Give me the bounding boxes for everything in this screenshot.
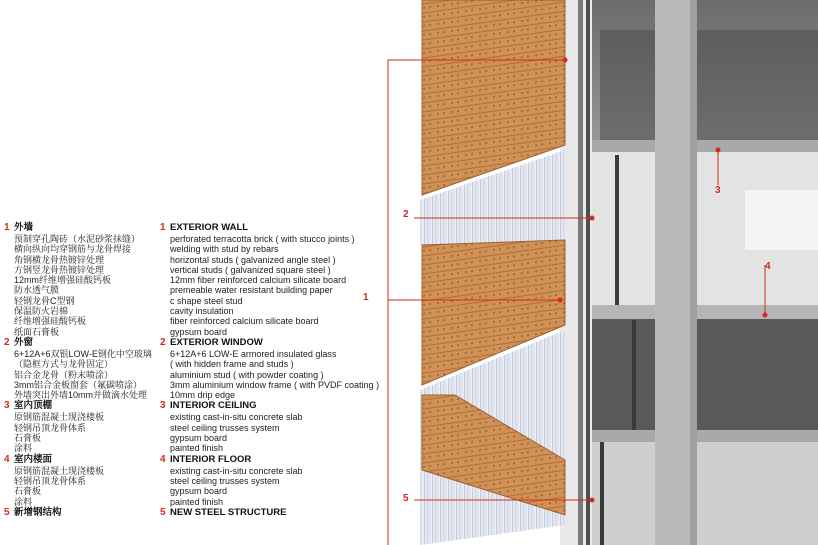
legend-line: 石膏板 <box>14 433 42 444</box>
legend-line: cavity insulation <box>170 306 234 317</box>
legend-cn-section <box>4 337 154 400</box>
legend-chinese <box>4 222 154 519</box>
section-title: 室内楼面 <box>14 453 53 465</box>
section-number: 5 <box>4 506 10 518</box>
callout-dot <box>590 216 595 221</box>
legend-english <box>160 222 410 519</box>
callout-5: 5 <box>403 493 409 504</box>
legend-line: painted finish <box>170 443 224 454</box>
legend-line: 方钢竖龙骨热镀锌处理 <box>14 264 105 275</box>
legend-cn-section <box>4 400 154 453</box>
interior-section <box>590 0 818 545</box>
legend-line: gypsum board <box>170 433 228 444</box>
section-title: EXTERIOR WINDOW <box>170 336 263 348</box>
legend-line: 3mm aluminium window frame ( with PVDF coating ) <box>170 379 380 390</box>
legend-line: 石膏板 <box>14 486 42 497</box>
legend-cn-section <box>4 222 154 337</box>
legend-line: gypsum board <box>170 486 228 497</box>
legend-line: 12mm纤维增强硅酸钙板 <box>14 275 112 286</box>
legend-line: steel ceiling trusses system <box>170 422 280 433</box>
legend-line: （隐框方式与龙骨固定） <box>14 359 114 370</box>
section-number: 2 <box>4 336 10 348</box>
legend-line: fiber reinforced calcium silicate board <box>170 316 319 327</box>
legend-line: 纤维增强硅酸钙板 <box>14 316 87 327</box>
legend-line: 保温防火岩棉 <box>14 306 69 317</box>
legend-en-section <box>160 222 410 337</box>
legend-line: existing cast-in-situ concrete slab <box>170 412 303 423</box>
legend-en-section <box>160 337 410 400</box>
legend-line: 10mm drip edge <box>170 390 236 401</box>
legend-cn-section <box>4 507 154 519</box>
legend-line: 原钢筋混凝土现浇楼板 <box>14 465 105 476</box>
legend-line: 轻钢吊顶龙骨体系 <box>14 475 87 486</box>
legend-line: 预制穿孔陶砖（水泥砂浆抹缝） <box>14 234 141 244</box>
legend-line: 轻钢吊顶龙骨体系 <box>14 422 87 433</box>
legend-line: aluminium stud ( with powder coating ) <box>170 369 324 380</box>
callout-dot <box>716 148 721 153</box>
callout-dot <box>763 313 768 318</box>
legend-line: 涂料 <box>14 496 33 507</box>
legend-line: 6+12A+6 LOW-E armored insulated glass <box>170 348 337 359</box>
callout-dot <box>563 58 568 63</box>
legend-line: 6+12A+6双银LOW-E钢化中空玻璃 <box>14 348 152 359</box>
legend-line: 原钢筋混凝土现浇楼板 <box>14 412 105 423</box>
legend-line: 横向纵向均穿钢筋与龙骨焊接 <box>14 244 132 255</box>
legend-line: 3mm铝合金板窗套（氟碳喷涂） <box>14 379 143 390</box>
legend-line: premeable water resistant building paper <box>170 285 333 296</box>
legend-en-section <box>160 454 410 507</box>
callout-2: 2 <box>403 209 409 220</box>
legend-line: painted finish <box>170 496 224 507</box>
section-title: 外窗 <box>14 336 34 348</box>
section-title: INTERIOR FLOOR <box>170 453 252 465</box>
callout-dot <box>558 298 563 303</box>
section-title: 新增钢结构 <box>14 506 62 518</box>
section-title: INTERIOR CEILING <box>170 400 257 412</box>
section-number: 2 <box>160 336 166 348</box>
section-number: 1 <box>160 222 166 233</box>
callout-dot <box>590 498 595 503</box>
legend-line: steel ceiling trusses system <box>170 475 280 486</box>
section-title: 室内顶棚 <box>14 400 53 412</box>
section-number: 4 <box>4 453 10 465</box>
legend-cn-section <box>4 454 154 507</box>
legend-line: c shape steel stud <box>170 295 243 306</box>
legend-line: ( with hidden frame and studs ) <box>170 359 294 370</box>
facade-wall <box>420 0 592 545</box>
legend-line: 角钢横龙骨热镀锌处理 <box>14 254 105 265</box>
section-number: 5 <box>160 506 166 518</box>
legend-line: gypsum board <box>170 326 228 337</box>
legend-line: 铝合金龙骨（粉末喷涂） <box>14 369 114 380</box>
callout-1: 1 <box>363 292 369 303</box>
legend-line: 涂料 <box>14 443 33 454</box>
legend-line: 轻钢龙骨C型钢 <box>14 295 75 306</box>
legend-line: 防水透气膜 <box>14 285 60 296</box>
legend-line: welding with stud by rebars <box>170 244 279 255</box>
legend-en-section <box>160 400 410 453</box>
section-number: 1 <box>4 222 10 233</box>
legend-line: 12mm fiber reinforced calcium silicate board <box>170 275 347 286</box>
callout-3: 3 <box>715 185 721 196</box>
section-number: 3 <box>160 400 166 412</box>
section-number: 3 <box>4 400 10 412</box>
section-title: 外墙 <box>14 222 34 233</box>
legend-en-section <box>160 507 410 519</box>
section-title: NEW STEEL STRUCTURE <box>170 506 287 518</box>
legend-line: 外墙突出外墙10mm并做滴水处理 <box>14 390 148 401</box>
callout-4: 4 <box>765 261 771 272</box>
legend-line: vertical studs ( galvanized square steel ) <box>170 264 331 275</box>
section-title: EXTERIOR WALL <box>170 222 249 233</box>
legend-line: perforated terracotta brick ( with stucco joints ) <box>170 234 355 244</box>
legend-line: 纸面石膏板 <box>14 326 60 337</box>
legend-line: existing cast-in-situ concrete slab <box>170 465 303 476</box>
legend-line: horizontal studs ( galvanized angle steel ) <box>170 254 336 265</box>
section-number: 4 <box>160 453 166 465</box>
